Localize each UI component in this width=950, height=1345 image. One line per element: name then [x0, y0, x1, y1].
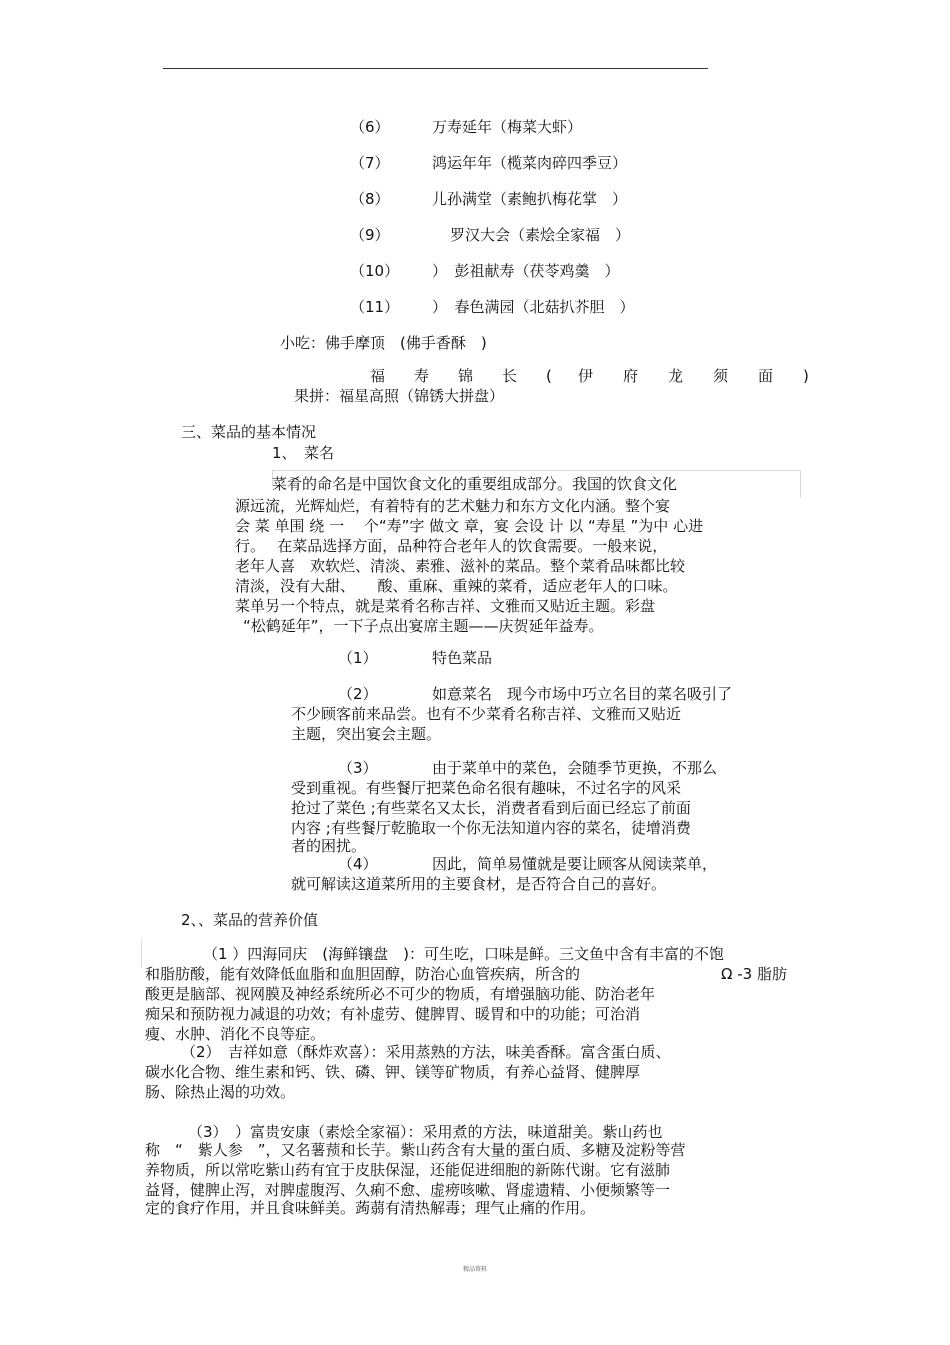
menu-item-number: （6）	[350, 118, 390, 136]
menu-item-number: （9）	[350, 226, 390, 244]
noodle-char: 福	[370, 367, 386, 385]
noodle-char: 寿	[414, 367, 430, 385]
paragraph-line: “松鹤延年”，一下子点出宴席主题——庆贺延年益寿。	[243, 617, 604, 635]
paragraph-line: （3） ）富贵安康（素烩全家福）：采用煮的方法，味道甜美。紫山药也	[188, 1123, 663, 1141]
paragraph-line: 者的困扰。	[291, 837, 367, 855]
noodle-char: (	[546, 367, 552, 385]
menu-item-text: ） 春色满园（北菇扒芥胆 ）	[432, 298, 635, 316]
paragraph-line: 受到重视。有些餐厅把菜色命名很有趣味，不过名字的风采	[291, 779, 682, 797]
menu-item-text: 儿孙满堂（素鲍扒梅花掌 ）	[432, 190, 628, 208]
paragraph-line: 主题，突出宴会主题。	[291, 725, 442, 743]
page-footer: 精品资料	[462, 1266, 487, 1273]
item-text: 特色菜品	[432, 649, 493, 667]
paragraph-line: 酸更是脑部、视网膜及神经系统所必不可少的物质，有增强脑功能、防治老年	[145, 985, 656, 1003]
menu-item-7	[350, 153, 627, 173]
paragraph-line: 就可解读这道菜所用的主要食材，是否符合自己的喜好。	[291, 875, 667, 893]
header-rule	[163, 68, 708, 69]
text-frame-left	[141, 938, 142, 968]
snack-line: 小吃：佛手摩顶 (佛手香酥 )	[280, 334, 487, 352]
paragraph-line: 瘦、水肿、消化不良等症。	[145, 1025, 326, 1043]
omega-label: Ω -3 脂肪	[721, 965, 787, 983]
paragraph-line: 定的食疗作用，并且食味鲜美。蒟蒻有清热解毒；理气止痛的作用。	[145, 1199, 596, 1217]
paragraph-line: 不少顾客前来品尝。也有不少菜肴名称吉祥、文雅而又贴近	[291, 705, 682, 723]
menu-item-number: （8）	[350, 190, 390, 208]
paragraph-line: 源远流，光辉灿烂，有着特有的艺术魅力和东方文化内涵。整个宴	[235, 497, 671, 515]
section-three-title: 三、菜品的基本情况	[181, 423, 317, 441]
menu-item-10	[350, 261, 620, 281]
feature-item-4	[338, 854, 717, 874]
item-text: 如意菜名 现今市场中巧立名目的菜名吸引了	[432, 685, 733, 703]
menu-item-text: 罗汉大会（素烩全家福 ）	[450, 226, 631, 244]
item-number: （2）	[338, 685, 378, 703]
noodle-char: 府	[623, 367, 639, 385]
menu-item-number: （10）	[350, 262, 400, 280]
paragraph-line: 痴呆和预防视力减退的功效；有补虚劳、健脾胃、暖胃和中的功能；可治消	[145, 1005, 641, 1023]
item-text: 由于菜单中的菜色，会随季节更换，不那么	[432, 759, 718, 777]
paragraph-line: 会 菜 单围 绕 一 个“寿”字 做文 章，宴 会设 计 以 “寿星 ”为中 心进	[235, 517, 704, 535]
noodle-char: )	[803, 367, 809, 385]
menu-item-number: （11）	[350, 298, 400, 316]
menu-item-9	[350, 225, 630, 245]
paragraph-line: （2） 吉祥如意（酥炸欢喜）：采用蒸熟的方法，味美香酥。富含蛋白质、	[181, 1043, 671, 1061]
paragraph-line: 内容 ;有些餐厅乾脆取一个你无法知道内容的菜名，徒增消费	[291, 819, 691, 837]
feature-item-1	[338, 648, 492, 668]
menu-item-text: 万寿延年（梅菜大虾）	[432, 118, 583, 136]
nutrition-section-title: 2、、菜品的营养价值	[181, 911, 319, 929]
paragraph-line: 菜肴的命名是中国饮食文化的重要组成部分。我国的饮食文化	[272, 475, 678, 493]
menu-item-11	[350, 297, 635, 317]
fruit-line: 果拼：福星高照（锦锈大拼盘）	[294, 387, 505, 405]
paragraph-line: 老年人喜 欢软烂、清淡、素雅、滋补的菜品。整个菜肴品味都比较	[235, 557, 686, 575]
item-number: （3）	[338, 759, 378, 777]
paragraph-line: 和脂肪酸，能有效降低血脂和血胆固醇，防治心血管疾病，所含的	[145, 965, 581, 983]
text-frame-top	[272, 470, 800, 471]
noodle-char: 龙	[668, 367, 684, 385]
item-number: （4）	[338, 855, 378, 873]
noodle-char: 长	[502, 367, 518, 385]
noodle-char: 须	[713, 367, 729, 385]
paragraph-line: 养物质，所以常吃紫山药有宜于皮肤保湿，还能促进细胞的新陈代谢。它有滋肺	[145, 1161, 671, 1179]
noodle-line	[370, 366, 809, 386]
menu-item-text: ） 彭祖献寿（茯苓鸡羹 ）	[432, 262, 620, 280]
paragraph-line: 清淡，没有大甜、 酸、重麻、重辣的菜肴，适应老年人的口味。	[235, 577, 678, 595]
item-number: （1）	[338, 649, 378, 667]
item-text: 因此，简单易懂就是要让顾客从阅读菜单，	[432, 855, 718, 873]
menu-item-6	[350, 117, 582, 137]
noodle-char: 伊	[578, 367, 594, 385]
feature-item-2	[338, 684, 732, 704]
subsection-dish-name: 1、 菜名	[272, 444, 335, 462]
paragraph-line: 碳水化合物、维生素和钙、铁、磷、钾、镁等矿物质，有养心益肾、健脾厚	[145, 1063, 641, 1081]
menu-item-text: 鸿运年年（榄菜肉碎四季豆）	[432, 154, 628, 172]
menu-item-8	[350, 189, 627, 209]
paragraph-line: 肠、除热止渴的功效。	[145, 1083, 296, 1101]
paragraph-line: （1 ）四海同庆 (海鲜镶盘 )：可生吃，口味是鲜。三文鱼中含有丰富的不饱	[203, 945, 725, 963]
feature-item-3	[338, 758, 717, 778]
paragraph-line: 称 “ 紫人参 ”，又名薯蓣和长芋。紫山药含有大量的蛋白质、多糖及淀粉等营	[145, 1141, 686, 1159]
paragraph-line: 行。 在菜品选择方面，品种符合老年人的饮食需要。一般来说，	[235, 537, 668, 555]
noodle-char: 锦	[458, 367, 474, 385]
paragraph-line: 抢过了菜色 ;有些菜名又太长，消费者看到后面已经忘了前面	[291, 799, 691, 817]
paragraph-line: 菜单另一个特点，就是菜肴名称吉祥、文雅而又贴近主题。彩盘	[235, 597, 656, 615]
paragraph-line: 益肾，健脾止泻，对脾虚腹泻、久痢不愈、虚痨咳嗽、肾虚遗精、小便频繁等一	[145, 1181, 671, 1199]
menu-item-number: （7）	[350, 154, 390, 172]
noodle-char: 面	[758, 367, 774, 385]
text-frame-right	[800, 470, 801, 498]
